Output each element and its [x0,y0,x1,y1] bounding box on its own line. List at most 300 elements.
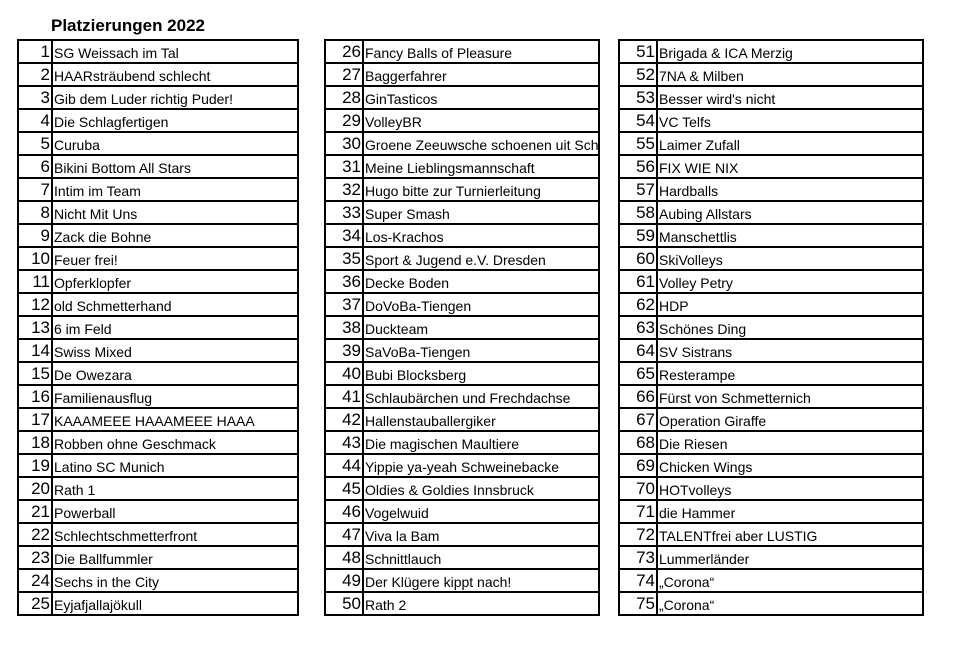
team-name: „Corona“ [659,597,715,613]
ranking-row [18,247,298,270]
team-name: Hardballs [659,183,719,199]
team-name-cell [657,63,923,86]
rank-number: 63 [619,316,657,339]
team-name-cell [363,109,599,132]
ranking-row [325,270,599,293]
team-name: Die Riesen [659,436,728,452]
ranking-row [18,224,298,247]
rank-number: 31 [325,155,363,178]
ranking-row [619,178,923,201]
team-name-cell [52,454,298,477]
team-name: Schlaubärchen und Frechdachse [365,390,571,406]
team-name: KAAAMEEE HAAAMEEE HAAA [54,413,255,429]
team-name-cell [363,569,599,592]
ranking-row [619,155,923,178]
ranking-row [325,155,599,178]
ranking-row [18,270,298,293]
ranking-row [619,362,923,385]
rank-number: 53 [619,86,657,109]
team-name-cell [52,362,298,385]
rank-number: 34 [325,224,363,247]
rank-number: 44 [325,454,363,477]
ranking-row [325,500,599,523]
rank-number: 62 [619,293,657,316]
ranking-row [325,132,599,155]
team-name: VolleyBR [365,114,422,130]
ranking-row [325,408,599,431]
ranking-row [18,201,298,224]
rank-number: 69 [619,454,657,477]
team-name: Die Ballfummler [54,551,153,567]
team-name-cell [363,40,599,63]
team-name: Super Smash [365,206,450,222]
team-name-cell [52,477,298,500]
rank-number: 17 [18,408,52,431]
team-name: Schlechtschmetterfront [54,528,198,544]
ranking-row [18,155,298,178]
ranking-row [325,385,599,408]
rank-number: 19 [18,454,52,477]
rank-number: 6 [18,155,52,178]
rank-number: 25 [18,592,52,615]
team-name-cell [657,546,923,569]
ranking-row [325,40,599,63]
rank-number: 61 [619,270,657,293]
ranking-row [325,109,599,132]
team-name: Manschettlis [659,229,737,245]
team-name-cell [657,132,923,155]
rank-number: 52 [619,63,657,86]
team-name: Yippie ya-yeah Schweinebacke [365,459,560,475]
ranking-row [619,63,923,86]
team-name-cell [52,247,298,270]
team-name: Sechs in the City [54,574,160,590]
team-name: SG Weissach im Tal [54,45,179,61]
team-name-cell [657,569,923,592]
rank-number: 66 [619,385,657,408]
team-name: Familienausflug [54,390,153,406]
rank-number: 57 [619,178,657,201]
rank-number: 38 [325,316,363,339]
ranking-row [619,385,923,408]
ranking-row [18,546,298,569]
rank-number: 20 [18,477,52,500]
team-name: Bikini Bottom All Stars [54,160,191,176]
rank-number: 71 [619,500,657,523]
rank-number: 7 [18,178,52,201]
ranking-column-2 [324,39,600,616]
team-name-cell [52,224,298,247]
ranking-row [325,339,599,362]
rank-number: 12 [18,293,52,316]
team-name: Die magischen Maultiere [365,436,520,452]
team-name: Vogelwuid [365,505,429,521]
rank-number: 56 [619,155,657,178]
team-name-cell [657,109,923,132]
team-name: De Owezara [54,367,132,383]
team-name: old Schmetterhand [54,298,172,314]
team-name: 6 im Feld [54,321,112,337]
team-name: Intim im Team [54,183,141,199]
rank-number: 70 [619,477,657,500]
team-name-cell [52,431,298,454]
ranking-row [18,316,298,339]
team-name-cell [657,431,923,454]
team-name-cell [657,224,923,247]
team-name: DoVoBa-Tiengen [365,298,472,314]
rank-number: 30 [325,132,363,155]
team-name: Laimer Zufall [659,137,740,153]
team-name: Die Schlagfertigen [54,114,169,130]
rank-number: 23 [18,546,52,569]
team-name: Fürst von Schmetternich [659,390,811,406]
team-name: Chicken Wings [659,459,753,475]
ranking-row [325,293,599,316]
rank-number: 10 [18,247,52,270]
rank-number: 41 [325,385,363,408]
team-name-cell [363,316,599,339]
ranking-row [18,500,298,523]
ranking-row [325,477,599,500]
team-name-cell [657,293,923,316]
ranking-row [619,569,923,592]
rank-number: 65 [619,362,657,385]
team-name-cell [52,385,298,408]
team-name-cell [363,592,599,615]
rank-number: 2 [18,63,52,86]
ranking-row [619,224,923,247]
rank-number: 49 [325,569,363,592]
rank-number: 14 [18,339,52,362]
ranking-row [619,316,923,339]
ranking-row [325,362,599,385]
rank-number: 45 [325,477,363,500]
team-name: GinTasticos [365,91,438,107]
ranking-row [619,293,923,316]
ranking-row [18,293,298,316]
ranking-row [619,592,923,615]
ranking-row [619,247,923,270]
team-name-cell [363,546,599,569]
rank-number: 42 [325,408,363,431]
ranking-row [325,523,599,546]
rank-number: 15 [18,362,52,385]
ranking-column-1 [17,39,299,616]
team-name-cell [363,155,599,178]
team-name-cell [657,408,923,431]
rank-number: 58 [619,201,657,224]
team-name: FIX WIE NIX [659,160,739,176]
rank-number: 21 [18,500,52,523]
team-name-cell [363,270,599,293]
ranking-column-3 [618,39,924,616]
team-name: Hallenstauballergiker [365,413,496,429]
team-name-cell [363,224,599,247]
team-name: Decke Boden [365,275,450,291]
rank-number: 72 [619,523,657,546]
team-name: SV Sistrans [659,344,733,360]
team-name: HDP [659,298,689,314]
team-name-cell [52,132,298,155]
team-name-cell [363,477,599,500]
team-name-cell [363,86,599,109]
team-name: Operation Giraffe [659,413,767,429]
rank-number: 8 [18,201,52,224]
team-name: 7NA & Milben [659,68,744,84]
ranking-row [18,477,298,500]
team-name-cell [363,500,599,523]
rank-number: 33 [325,201,363,224]
rank-number: 16 [18,385,52,408]
rank-number: 39 [325,339,363,362]
team-name-cell [363,132,599,155]
team-name-cell [52,316,298,339]
team-name: Feuer frei! [54,252,118,268]
team-name-cell [363,247,599,270]
ranking-row [325,569,599,592]
team-name-cell [657,500,923,523]
ranking-row [18,109,298,132]
ranking-row [325,178,599,201]
rank-number: 9 [18,224,52,247]
rank-number: 3 [18,86,52,109]
team-name: Aubing Allstars [659,206,752,222]
team-name: Duckteam [365,321,429,337]
team-name-cell [52,408,298,431]
team-name-cell [52,523,298,546]
rank-number: 67 [619,408,657,431]
team-name: Baggerfahrer [365,68,447,84]
rank-number: 60 [619,247,657,270]
rank-number: 73 [619,546,657,569]
team-name: Swiss Mixed [54,344,132,360]
team-name-cell [657,477,923,500]
rank-number: 75 [619,592,657,615]
team-name: die Hammer [659,505,736,521]
team-name: HOTvolleys [659,482,732,498]
ranking-row [18,431,298,454]
team-name: Brigada & ICA Merzig [659,45,793,61]
team-name-cell [52,201,298,224]
page-title: Platzierungen 2022 [51,16,206,35]
ranking-row [325,63,599,86]
team-name-cell [52,293,298,316]
ranking-row [325,201,599,224]
team-name: Fancy Balls of Pleasure [365,45,513,61]
team-name-cell [363,523,599,546]
team-name-cell [657,86,923,109]
team-name-cell [657,178,923,201]
team-name: Viva la Bam [365,528,440,544]
team-name-cell [657,316,923,339]
rank-number: 4 [18,109,52,132]
team-name-cell [52,339,298,362]
team-name-cell [657,592,923,615]
team-name: Lummerländer [659,551,750,567]
team-name-cell [363,431,599,454]
rank-number: 13 [18,316,52,339]
team-name-cell [657,339,923,362]
ranking-row [18,63,298,86]
rank-number: 28 [325,86,363,109]
ranking-row [325,592,599,615]
rank-number: 54 [619,109,657,132]
team-name-cell [657,454,923,477]
rank-number: 22 [18,523,52,546]
team-name-cell [363,201,599,224]
team-name: Nicht Mit Uns [54,206,138,222]
ranking-row [325,316,599,339]
ranking-row [619,132,923,155]
team-name-cell [657,523,923,546]
team-name: Gib dem Luder richtig Puder! [54,91,233,107]
ranking-row [619,523,923,546]
team-name-cell [657,247,923,270]
rank-number: 26 [325,40,363,63]
rank-number: 29 [325,109,363,132]
team-name: Sport & Jugend e.V. Dresden [365,252,546,268]
team-name: Latino SC Munich [54,459,165,475]
rank-number: 5 [18,132,52,155]
team-name-cell [363,385,599,408]
rank-number: 40 [325,362,363,385]
ranking-row [325,546,599,569]
team-name: SaVoBa-Tiengen [365,344,471,360]
team-name-cell [363,178,599,201]
team-name-cell [52,63,298,86]
ranking-row [18,40,298,63]
ranking-row [18,86,298,109]
team-name: Los-Krachos [365,229,444,245]
team-name: SkiVolleys [659,252,723,268]
team-name: Volley Petry [659,275,733,291]
team-name: Powerball [54,505,116,521]
ranking-row [18,339,298,362]
team-name-cell [52,569,298,592]
team-name-cell [363,63,599,86]
rank-number: 43 [325,431,363,454]
ranking-row [325,431,599,454]
ranking-row [325,247,599,270]
team-name: Zack die Bohne [54,229,152,245]
ranking-row [619,109,923,132]
team-name: Robben ohne Geschmack [54,436,216,452]
team-name-cell [363,362,599,385]
ranking-row [18,592,298,615]
team-name: Oldies & Goldies Innsbruck [365,482,534,498]
rank-number: 24 [18,569,52,592]
ranking-row [18,454,298,477]
team-name-cell [363,339,599,362]
ranking-row [325,224,599,247]
ranking-row [619,454,923,477]
team-name: Meine Lieblingsmannschaft [365,160,535,176]
ranking-row [619,546,923,569]
team-name-cell [52,109,298,132]
rank-number: 59 [619,224,657,247]
ranking-row [619,270,923,293]
team-name: Eyjafjallajökull [54,597,142,613]
ranking-row [325,86,599,109]
team-name: Curuba [54,137,100,153]
ranking-row [325,454,599,477]
team-name-cell [657,270,923,293]
rank-number: 37 [325,293,363,316]
team-name: Rath 1 [54,482,96,498]
team-name: VC Telfs [659,114,711,130]
team-name: Rath 2 [365,597,407,613]
ranking-row [18,362,298,385]
ranking-row [619,40,923,63]
team-name-cell [657,201,923,224]
team-name-cell [52,500,298,523]
ranking-row [18,132,298,155]
team-name: Besser wird's nicht [659,91,776,107]
team-name-cell [657,362,923,385]
rank-number: 51 [619,40,657,63]
team-name-cell [52,155,298,178]
ranking-row [18,523,298,546]
team-name: HAARsträubend schlecht [54,68,211,84]
ranking-row [18,408,298,431]
team-name-cell [363,293,599,316]
rank-number: 64 [619,339,657,362]
team-name: Groene Zeeuwsche schoenen uit Sch [365,137,599,153]
rank-number: 48 [325,546,363,569]
ranking-row [619,86,923,109]
ranking-row [18,385,298,408]
ranking-row [18,178,298,201]
rank-number: 32 [325,178,363,201]
team-name-cell [52,86,298,109]
rank-number: 1 [18,40,52,63]
team-name-cell [363,408,599,431]
rank-number: 35 [325,247,363,270]
rank-number: 27 [325,63,363,86]
ranking-row [619,477,923,500]
rank-number: 68 [619,431,657,454]
team-name-cell [52,270,298,293]
team-name: Schönes Ding [659,321,747,337]
team-name-cell [52,546,298,569]
team-name-cell [657,155,923,178]
rank-number: 18 [18,431,52,454]
rank-number: 36 [325,270,363,293]
ranking-row [18,569,298,592]
rank-number: 50 [325,592,363,615]
ranking-row [619,201,923,224]
rank-number: 74 [619,569,657,592]
ranking-row [619,339,923,362]
team-name: TALENTfrei aber LUSTIG [659,528,818,544]
ranking-row [619,500,923,523]
ranking-row [619,408,923,431]
rank-number: 46 [325,500,363,523]
team-name: Resterampe [659,367,736,383]
team-name: Der Klügere kippt nach! [365,574,512,590]
team-name: „Corona“ [659,574,715,590]
team-name-cell [52,592,298,615]
team-name-cell [52,178,298,201]
rank-number: 55 [619,132,657,155]
team-name-cell [657,385,923,408]
team-name: Hugo bitte zur Turnierleitung [365,183,541,199]
ranking-row [619,431,923,454]
team-name: Bubi Blocksberg [365,367,467,383]
team-name-cell [363,454,599,477]
team-name-cell [657,40,923,63]
rank-number: 47 [325,523,363,546]
